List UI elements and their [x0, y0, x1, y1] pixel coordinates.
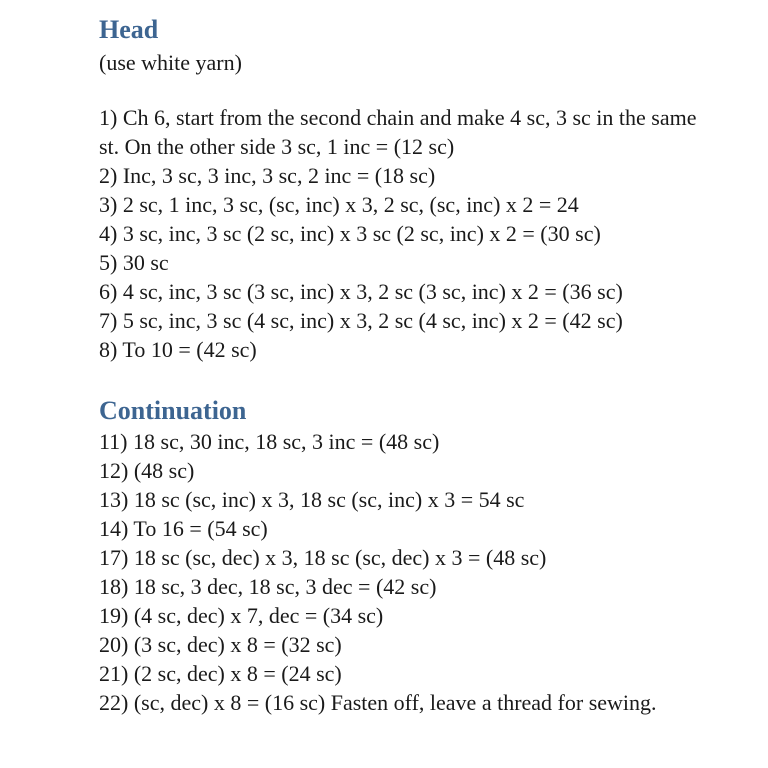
head-step: 1) Ch 6, start from the second chain and make 4 sc, 3 sc in the same st. On the other side 3 sc, 1 inc = (12 sc) — [99, 105, 697, 159]
head-step: 8) To 10 = (42 sc) — [99, 337, 257, 362]
continuation-step: 19) (4 sc, dec) x 7, dec = (34 sc) — [99, 603, 384, 628]
continuation-step: 21) (2 sc, dec) x 8 = (24 sc) — [99, 661, 342, 686]
head-step: 2) Inc, 3 sc, 3 inc, 3 sc, 2 inc = (18 sc) — [99, 163, 436, 188]
head-yarn-note: (use white yarn) — [99, 50, 242, 75]
continuation-step: 22) (sc, dec) x 8 = (16 sc) Fasten off, leave a thread for sewing. — [99, 690, 657, 715]
head-step: 4) 3 sc, inc, 3 sc (2 sc, inc) x 3 sc (2 sc, inc) x 2 = (30 sc) — [99, 221, 601, 246]
continuation-steps-list — [99, 427, 739, 717]
head-step: 5) 30 sc — [99, 250, 169, 275]
continuation-step: 20) (3 sc, dec) x 8 = (32 sc) — [99, 632, 342, 657]
head-section-title: Head — [99, 15, 159, 44]
continuation-step: 13) 18 sc (sc, inc) x 3, 18 sc (sc, inc) x 3 = 54 sc — [99, 487, 525, 512]
head-steps-list — [99, 103, 739, 364]
continuation-step: 17) 18 sc (sc, dec) x 3, 18 sc (sc, dec) x 3 = (48 sc) — [99, 545, 547, 570]
continuation-step: 11) 18 sc, 30 inc, 18 sc, 3 inc = (48 sc) — [99, 429, 440, 454]
head-step: 7) 5 sc, inc, 3 sc (4 sc, inc) x 3, 2 sc (4 sc, inc) x 2 = (42 sc) — [99, 308, 623, 333]
head-step: 6) 4 sc, inc, 3 sc (3 sc, inc) x 3, 2 sc (3 sc, inc) x 2 = (36 sc) — [99, 279, 623, 304]
continuation-step: 18) 18 sc, 3 dec, 18 sc, 3 dec = (42 sc) — [99, 574, 437, 599]
pattern-document — [99, 14, 739, 717]
head-step: 3) 2 sc, 1 inc, 3 sc, (sc, inc) x 3, 2 sc, (sc, inc) x 2 = 24 — [99, 192, 579, 217]
continuation-step: 14) To 16 = (54 sc) — [99, 516, 268, 541]
continuation-section-title: Continuation — [99, 396, 247, 425]
continuation-step: 12) (48 sc) — [99, 458, 195, 483]
